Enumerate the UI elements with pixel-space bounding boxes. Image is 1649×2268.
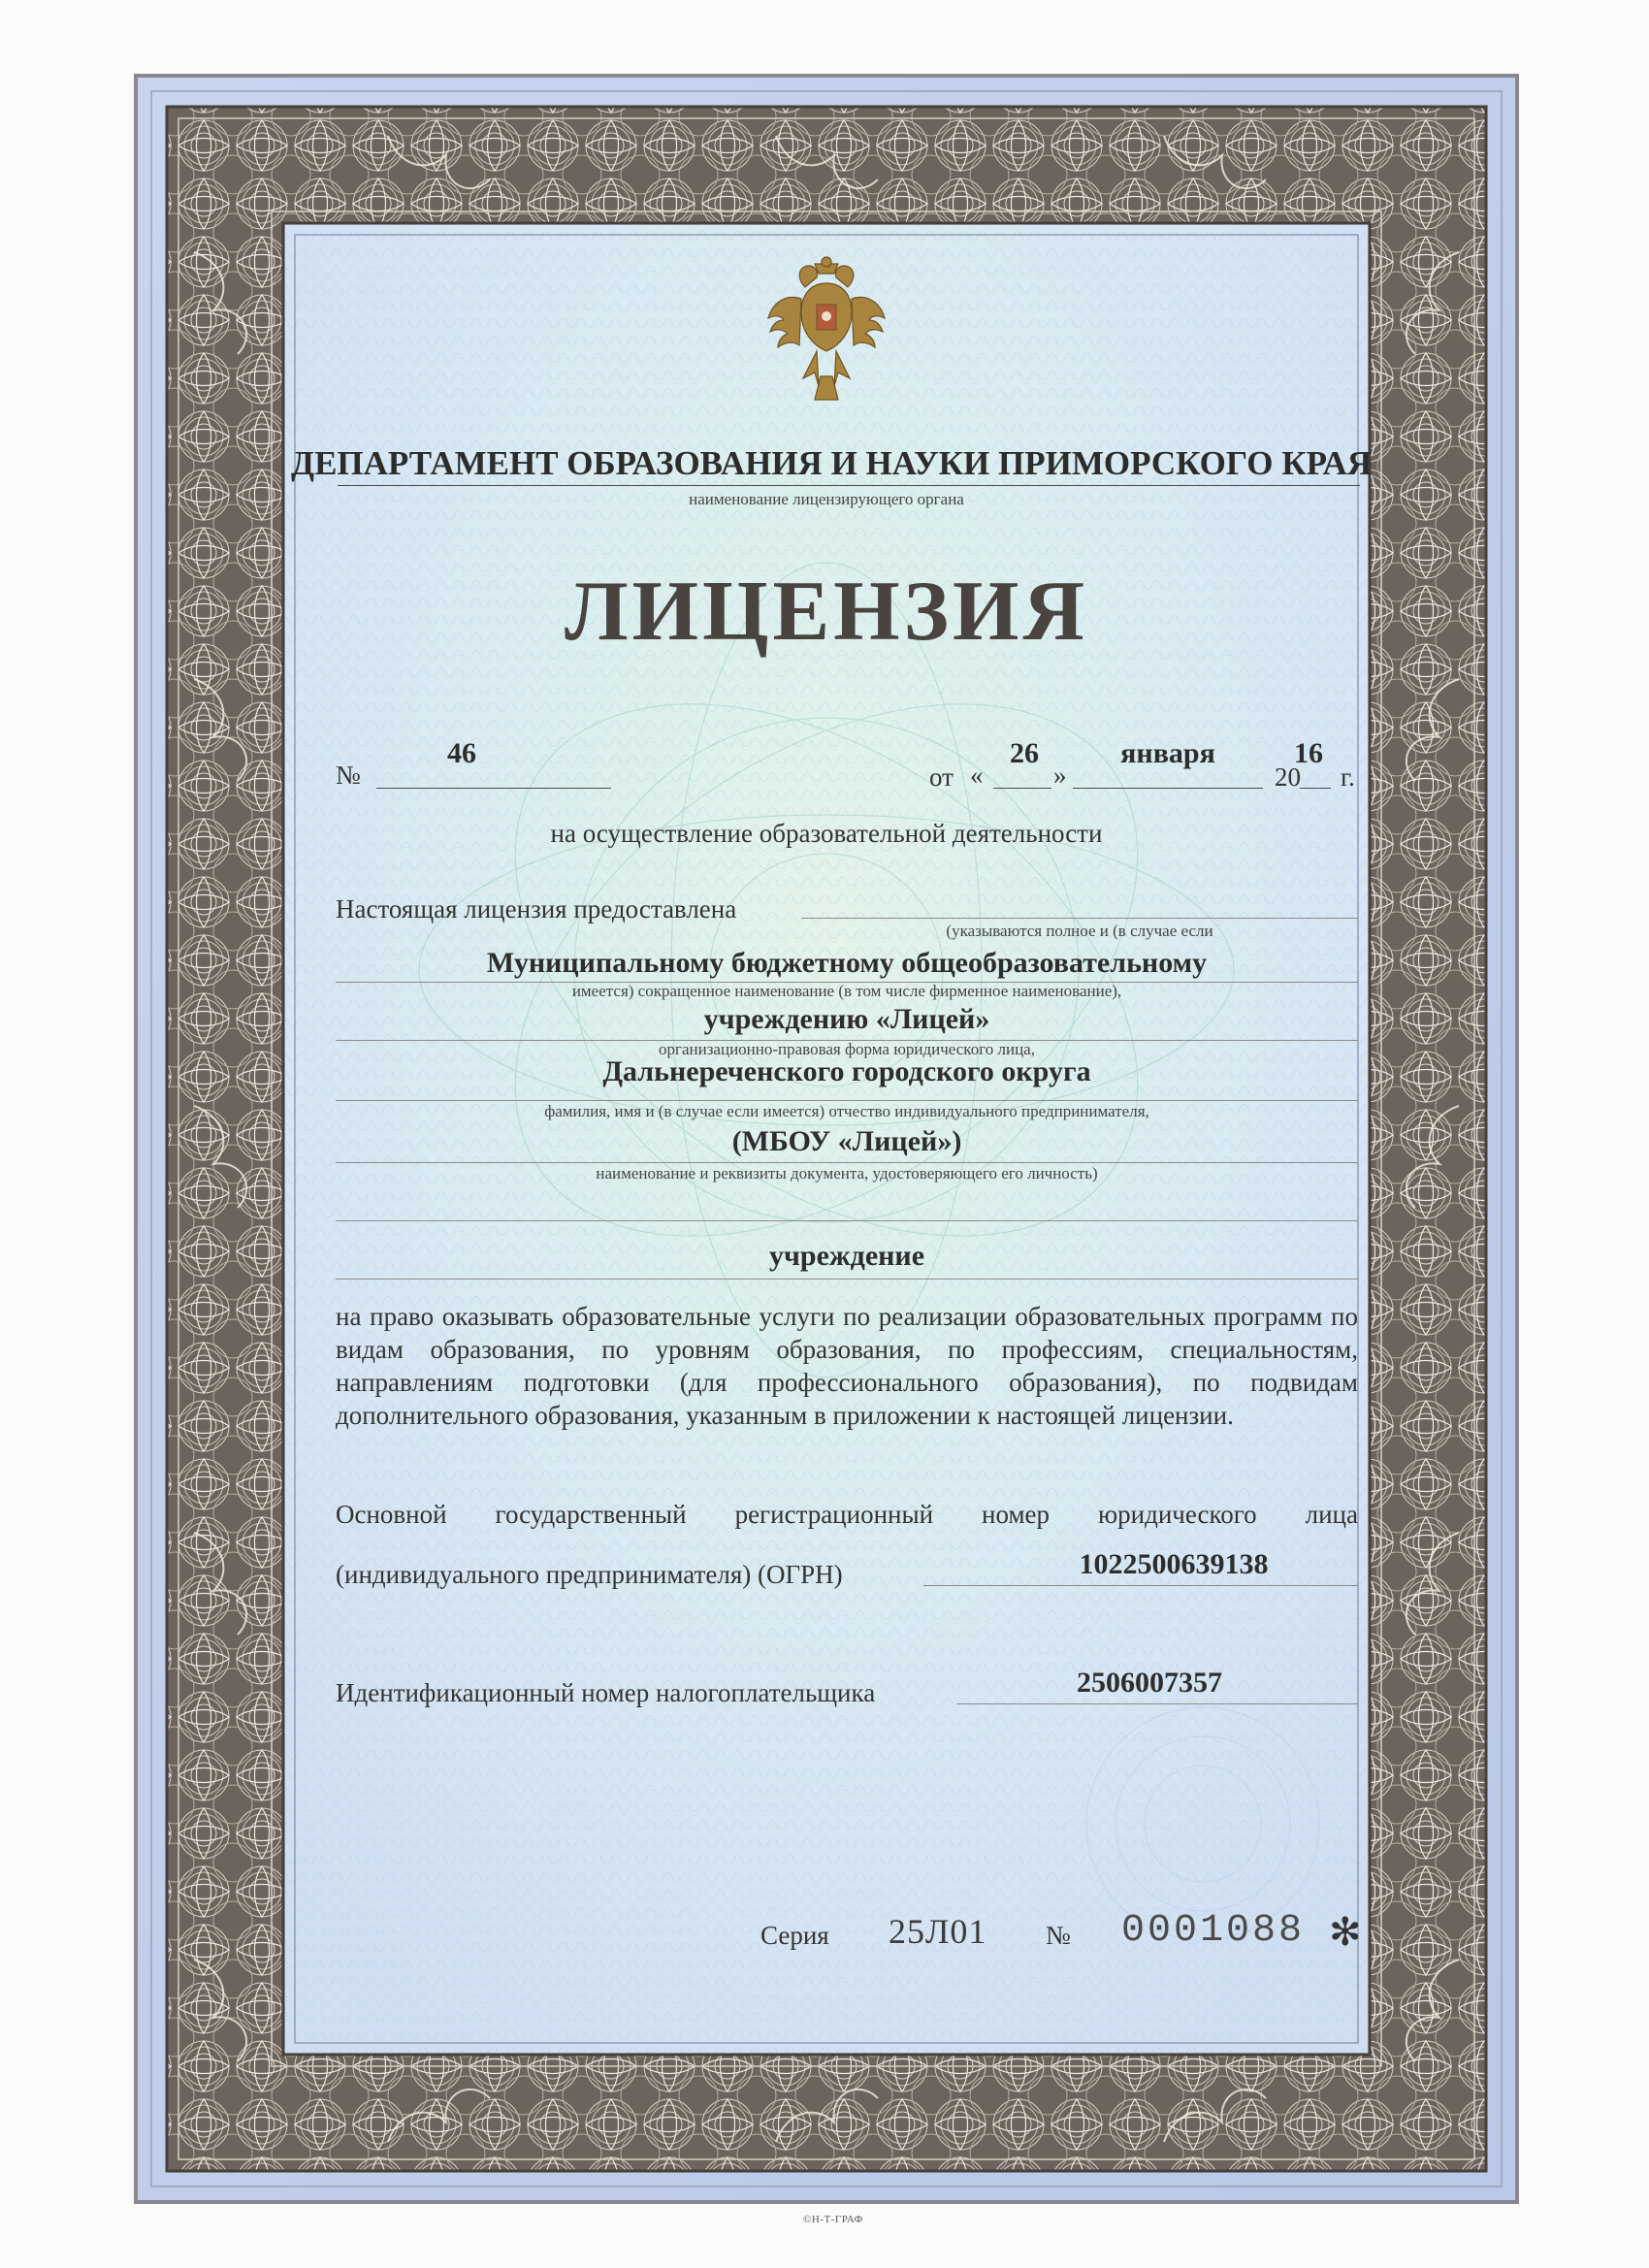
year-prefix: 20 <box>1275 762 1301 792</box>
grantee-blank-rule <box>336 1220 1358 1221</box>
grantee-caption-1: (указываются полное и (в случае если <box>946 922 1213 940</box>
coat-of-arms-icon <box>766 254 887 409</box>
series-number: 0001088 <box>1121 1909 1306 1953</box>
series-number-label: № <box>1046 1921 1071 1950</box>
inn-label: Идентификационный номер налогоплательщика <box>336 1678 876 1707</box>
license-day: 26 <box>1010 737 1039 769</box>
ogrn-label-line-2: (индивидуального предпринимателя) (ОГРН) <box>336 1560 843 1589</box>
year-underline <box>1300 788 1331 789</box>
grantee-line-4-rule <box>336 1162 1358 1163</box>
licensing-authority-name: ДЕПАРТАМЕНТ ОБРАЗОВАНИЯ И НАУКИ ПРИМОРСКОГО КРАЯ <box>291 444 1373 482</box>
date-from-label: от <box>929 762 954 792</box>
ogrn-value: 1022500639138 <box>1079 1548 1269 1580</box>
grantee-name-line-1: Муниципальному бюджетному общеобразовательному <box>486 947 1208 979</box>
license-rights-text: на право оказывать образовательные услуги по реализации образовательных программ по видам образования, по уровням образования, по профессиям, специальностям, направлениям подготовки (для профессионального образования), по подвидам дополнительного образования, указанным в приложении к настоящей лицензии. <box>336 1302 1358 1430</box>
grantee-intro-line <box>801 918 1358 919</box>
grantee-caption-2: имеется) сокращенное наименование (в том числе фирменное наименование), <box>571 982 1122 1000</box>
grantee-name-line-2: учреждению «Лицей» <box>703 1003 990 1035</box>
series-value: 25Л01 <box>889 1912 987 1951</box>
grantee-type-rule <box>336 1279 1358 1280</box>
inn-value: 2506007357 <box>1077 1667 1222 1699</box>
license-number: 46 <box>447 737 476 769</box>
grantee-caption-3: организационно-правовая форма юридического лица, <box>659 1040 1035 1058</box>
grantee-short-name: (МБОУ «Лицей») <box>731 1125 962 1157</box>
grantee-line-3-rule <box>336 1100 1358 1101</box>
license-year: 16 <box>1294 737 1323 769</box>
license-month: января <box>1120 737 1215 769</box>
authority-underline <box>338 485 1360 486</box>
year-label: г. <box>1341 762 1355 792</box>
grantee-caption-4: фамилия, имя и (в случае если имеется) отчество индивидуального предпринимателя, <box>544 1102 1149 1120</box>
number-underline <box>376 788 611 789</box>
grantee-caption-5: наименование и реквизиты документа, удостоверяющего его личность) <box>596 1164 1098 1183</box>
date-quote-open: « <box>970 761 984 790</box>
inn-underline <box>956 1703 1358 1704</box>
ogrn-underline <box>923 1585 1358 1586</box>
document-title: ЛИЦЕНЗИЯ <box>564 565 1089 659</box>
grantee-intro: Настоящая лицензия предоставлена <box>336 894 737 923</box>
series-label: Серия <box>760 1921 829 1950</box>
date-quote-close: » <box>1053 761 1067 790</box>
number-label: № <box>336 761 361 790</box>
license-purpose: на осуществление образовательной деятельности <box>550 819 1103 848</box>
grantee-type: учреждение <box>768 1240 925 1272</box>
day-underline <box>993 788 1051 789</box>
printer-credit: ©Н-Т-ГРАФ <box>803 2214 863 2225</box>
grantee-name-line-3: Дальнереченского городского округа <box>602 1055 1091 1087</box>
month-underline <box>1073 788 1263 789</box>
asterisk-mark-icon: ✻ <box>1329 1910 1362 1954</box>
authority-caption: наименование лицензирующего органа <box>689 490 964 508</box>
ogrn-label-line-1: Основной государственный регистрационный номер юридического лица <box>336 1500 1358 1529</box>
